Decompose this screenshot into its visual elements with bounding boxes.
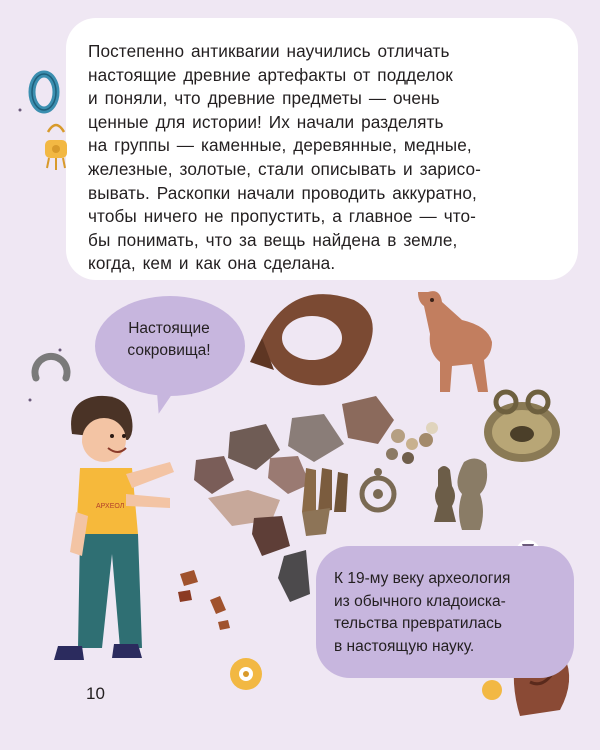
pendant-icon	[45, 125, 67, 170]
bronze-arrowheads	[302, 468, 348, 536]
bead-cluster	[386, 422, 438, 464]
bracelet-icon	[32, 74, 56, 110]
small-fragments	[178, 570, 230, 630]
bronze-bell-artifact	[484, 392, 560, 462]
shirt-label: АРХЕОЛ	[96, 503, 125, 510]
speech-bubble-text: Настоящие сокровища!	[127, 320, 211, 359]
clay-horse-artifact	[418, 291, 492, 392]
page-number: 10	[86, 684, 105, 703]
body-paragraph: Постепенно антиквarии научились отличать настоящие древние артефакты от подделок и поняли, что древние предметы — очень ценные для истории! Их начали разделять на группы — каменные, деревянные, медные, железные, золотые, стали описывать и зарисо- вывать. Раскопки начали проводить аккуратно, чтобы ничего не пропустить, а главное — что- бы понимать, что за вещь найдена в земле, когда, кем и как она сделана.	[88, 41, 481, 274]
horseshoe-icon	[35, 356, 67, 378]
fact-bubble-text: К 19-му веку археология из обычного кладоиска- тельства превратилась в настоящую науку.	[334, 570, 511, 655]
bronze-brooch-artifact	[362, 468, 394, 510]
iron-ring-artifact	[250, 294, 373, 385]
boy-character	[54, 396, 174, 660]
figurine-artifacts	[434, 458, 487, 530]
